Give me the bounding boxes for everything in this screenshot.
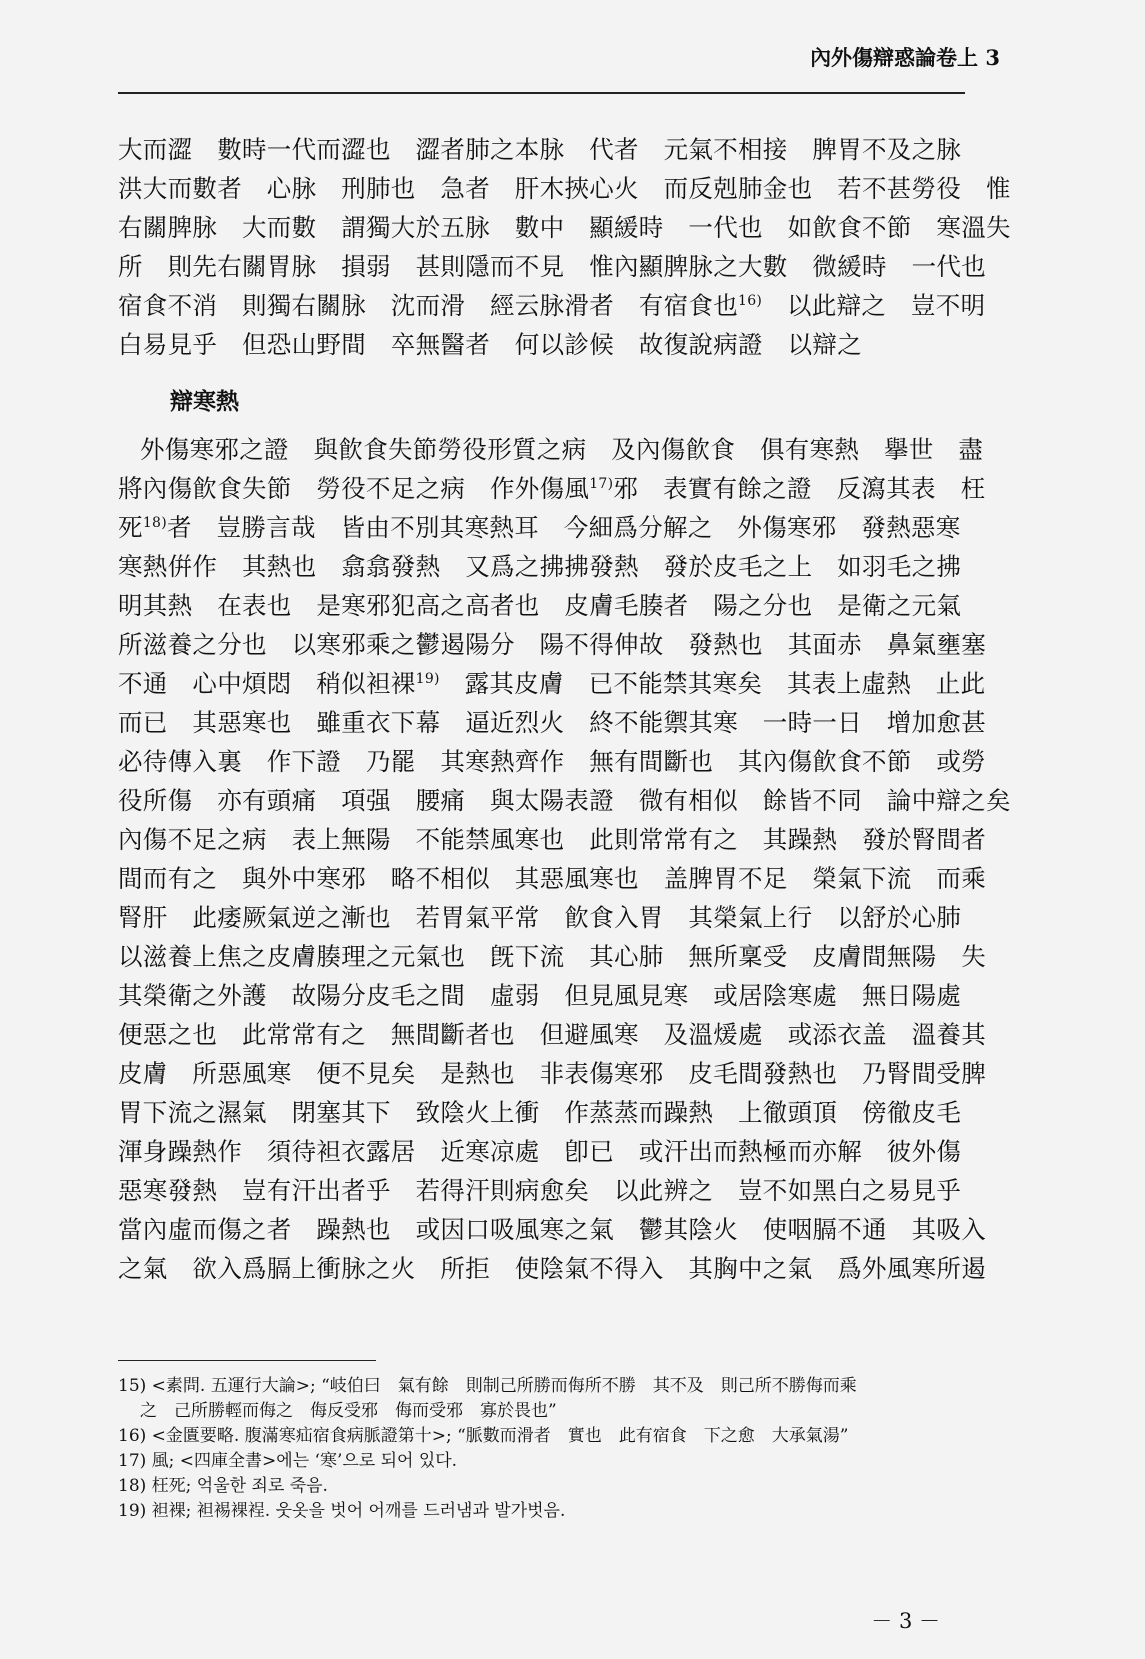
text-line: 間而有之 與外中寒邪 略不相似 其惡風寒也 盖脾胃不足 榮氣下流 而乘 (118, 864, 986, 893)
text-segment: 不通 心中煩悶 稍似袒裸 (118, 669, 416, 698)
text-line (118, 469, 998, 508)
text-segment: 以此辯之 豈不明 (762, 291, 986, 320)
text-line: 腎肝 此痿厥氣逆之漸也 若胃氣平常 飮食入胃 其榮氣上行 以舒於心肺 (118, 903, 962, 932)
footnotes (118, 1374, 998, 1524)
text-line: 所滋養之分也 以寒邪乘之鬱遏陽分 陽不得伸故 發熱也 其面赤 鼻氣壅塞 (118, 630, 986, 659)
text-line: 惡寒發熱 豈有汗出者乎 若得汗則病愈矣 以此辨之 豈不如黑白之易見乎 (118, 1176, 962, 1205)
text-line: 洪大而數者 心脉 刑肺也 急者 肝木挾心火 而反剋肺金也 若不甚勞役 惟 (118, 174, 1011, 203)
text-line: 之氣 欲入爲膈上衝脉之火 所拒 使陰氣不得入 其胸中之氣 爲外風寒所遏 (118, 1254, 986, 1283)
footnote-17: 17) 風; <四庫全書>에는 ‘寒’으로 되어 있다. (118, 1451, 458, 1471)
text-segment: 露其皮膚 已不能禁其寒矣 其表上虛熱 止此 (439, 669, 986, 698)
footnote-rule (118, 1360, 376, 1361)
text-line: 渾身躁熱作 須待袒衣露居 近寒凉處 卽已 或汗出而熱極而亦解 彼外傷 (118, 1137, 962, 1166)
text-line: 明其熱 在表也 是寒邪犯高之高者也 皮膚毛腠者 陽之分也 是衛之元氣 (118, 591, 962, 620)
text-line: 右關脾脉 大而數 謂獨大於五脉 數中 顯緩時 一代也 如飮食不節 寒溫失 (118, 213, 1011, 242)
footnote-16: 16) <金匱要略. 腹滿寒疝宿食病脈證第十>; “脈數而滑者 實也 此有宿食 下之愈 大承氣湯” (118, 1426, 849, 1446)
footnote-15-continued: 之 己所勝輕而侮之 侮反受邪 侮而受邪 寡於畏也” (140, 1401, 557, 1421)
text-line: 白易見乎 但恐山野間 卒無醫者 何以診候 故復說病證 以辯之 (118, 330, 862, 359)
footnote-ref-17: 17) (589, 476, 614, 492)
text-line: 便惡之也 此常常有之 無間斷者也 但避風寒 及溫煖處 或添衣盖 溫養其 (118, 1020, 986, 1049)
footnote-ref-16: 16) (738, 293, 763, 309)
text-line (118, 664, 998, 703)
text-line: 當內虛而傷之者 躁熱也 或因口吸風寒之氣 鬱其陰火 使咽膈不通 其吸入 (118, 1215, 986, 1244)
header-rule (118, 92, 965, 94)
text-line: 所 則先右關胃脉 損弱 甚則隱而不見 惟內顯脾脉之大數 微緩時 一代也 (118, 252, 986, 281)
text-line: 而已 其惡寒也 雖重衣下幕 逼近烈火 終不能禦其寒 一時一日 增加愈甚 (118, 708, 986, 737)
text-line: 必待傳入裏 作下證 乃罷 其寒熱齊作 無有間斷也 其內傷飮食不節 或勞 (118, 747, 986, 776)
text-line (118, 286, 998, 325)
text-segment: 者 豈勝言哉 皆由不別其寒熱耳 今細爲分解之 外傷寒邪 發熱惡寒 (167, 513, 961, 542)
page-number: － 3 － (871, 1609, 940, 1633)
text-line: 役所傷 亦有頭痛 項强 腰痛 與太陽表證 微有相似 餘皆不同 論中辯之矣 (118, 786, 1011, 815)
running-header: 內外傷辯惑論卷上 3 (810, 45, 1000, 70)
footnote-18: 18) 枉死; 억울한 죄로 죽음. (118, 1476, 328, 1496)
text-segment: 宿食不消 則獨右關脉 沈而滑 經云脉滑者 有宿食也 (118, 291, 738, 320)
text-line: 胃下流之濕氣 閉塞其下 致陰火上衝 作蒸蒸而躁熱 上徹頭頂 傍徹皮毛 (118, 1098, 962, 1127)
text-segment: 邪 表實有餘之證 反瀉其表 枉 (613, 474, 986, 503)
section-heading: 辯寒熱 (170, 388, 239, 415)
text-line: 皮膚 所惡風寒 便不見矣 是熱也 非表傷寒邪 皮毛間發熱也 乃腎間受脾 (118, 1059, 986, 1088)
text-line: 寒熱倂作 其熱也 翕翕發熱 又爲之拂拂發熱 發於皮毛之上 如羽毛之拂 (118, 552, 962, 581)
text-line (118, 508, 998, 547)
text-line: 以滋養上焦之皮膚腠理之元氣也 旣下流 其心肺 無所稟受 皮膚間無陽 失 (118, 942, 986, 971)
text-segment: 死 (118, 513, 143, 542)
footnote-15: 15) <素問. 五運行大論>; “岐伯曰 氣有餘 則制己所勝而侮所不勝 其不及 則己所不勝侮而乘 (118, 1376, 857, 1396)
footnote-ref-19: 19) (415, 671, 440, 687)
text-line: 內傷不足之病 表上無陽 不能禁風寒也 此則常常有之 其躁熱 發於腎間者 (118, 825, 986, 854)
text-line: 其榮衛之外護 故陽分皮毛之間 虛弱 但見風見寒 或居陰寒處 無日陽處 (118, 981, 962, 1010)
footnote-ref-18: 18) (142, 515, 167, 531)
footnote-19: 19) 袒裸; 袒裼裸裎. 웃옷을 벗어 어깨를 드러냄과 발가벗음. (118, 1501, 566, 1521)
text-segment: 將內傷飮食失節 勞役不足之病 作外傷風 (118, 474, 590, 503)
text-line: 外傷寒邪之證 與飮食失節勞役形質之病 及內傷飮食 俱有寒熱 擧世 盡 (140, 435, 984, 464)
text-line: 大而澀 數時一代而澀也 澀者肺之本脉 代者 元氣不相接 脾胃不及之脉 (118, 135, 962, 164)
main-text (118, 130, 1011, 1288)
